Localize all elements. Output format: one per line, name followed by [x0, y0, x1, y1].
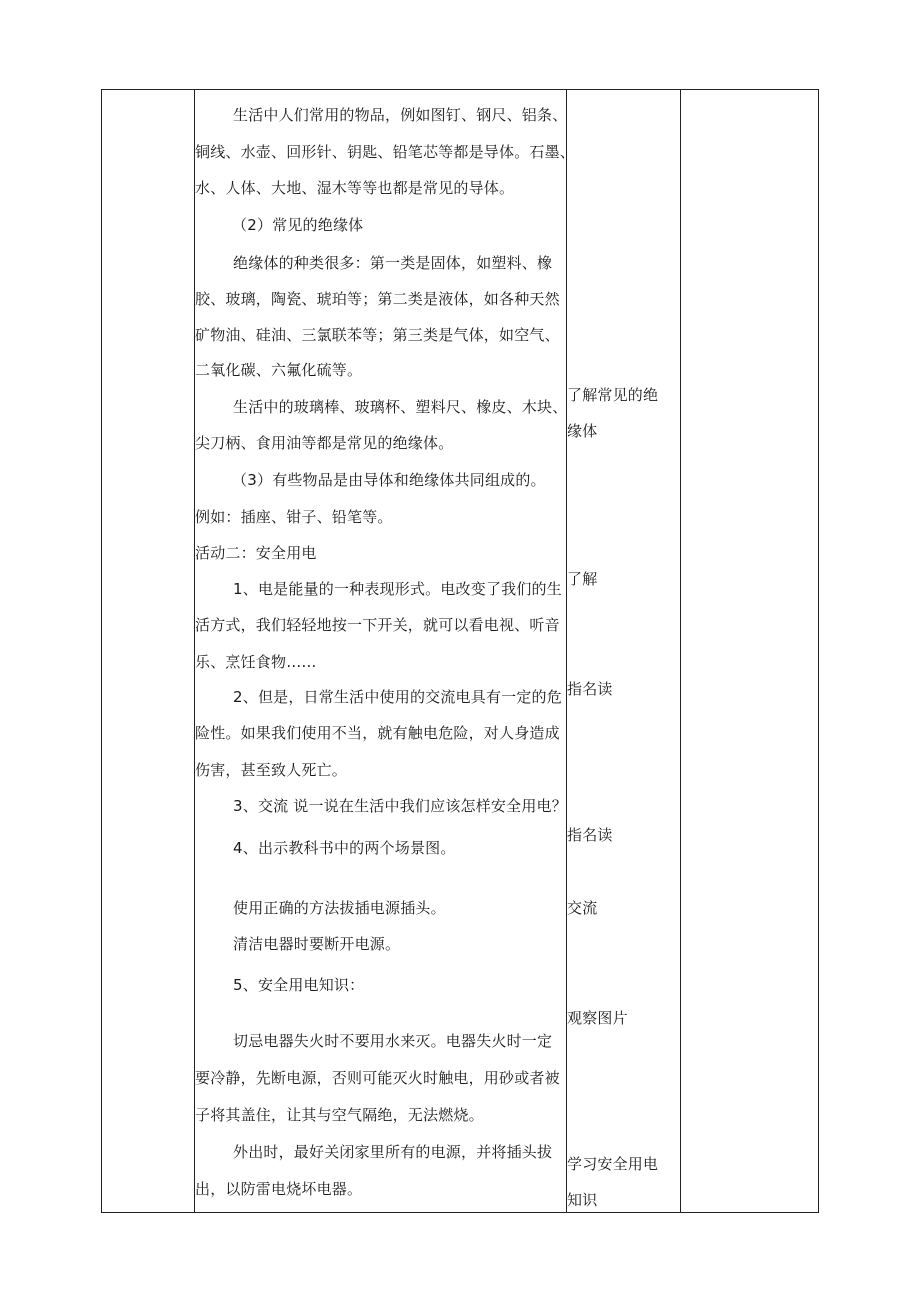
content-line: 3、交流 说一说在生活中我们应该怎样安全用电？	[233, 797, 567, 815]
content-line: 要冷静，先断电源，否则可能灭火时触电，用砂或者被	[195, 1069, 560, 1087]
content-line: 子将其盖住，让其与空气隔绝，无法燃烧。	[195, 1106, 484, 1124]
side-note: 学习安全用电	[567, 1155, 659, 1173]
content-line: 铜线、水壶、回形针、钥匙、铅笔芯等都是导体。石墨、	[195, 143, 576, 161]
content-line: （3）有些物品是由导体和绝缘体共同组成的。	[232, 471, 546, 489]
column-divider	[194, 90, 195, 1212]
content-line: 清洁电器时要断开电源。	[233, 935, 401, 953]
content-line: 矿物油、硅油、三氯联苯等；第三类是气体，如空气、	[195, 326, 560, 344]
side-note: 指名读	[567, 680, 613, 698]
content-line: 险性。如果我们使用不当，就有触电危险，对人身造成	[195, 724, 560, 742]
content-line: 活方式，我们轻轻地按一下开关，就可以看电视、听音	[195, 616, 560, 634]
content-line: 乐、烹饪食物……	[195, 653, 317, 671]
content-line: 生活中的玻璃棒、玻璃杯、塑料尺、橡皮、木块、	[233, 398, 568, 416]
side-note: 缘体	[567, 422, 598, 440]
content-line: 5、安全用电知识：	[233, 976, 365, 994]
content-line: 1、电是能量的一种表现形式。电改变了我们的生	[233, 580, 562, 598]
content-line: 4、出示教科书中的两个场景图。	[233, 839, 456, 857]
side-note: 了解	[567, 570, 598, 588]
column-divider	[680, 90, 681, 1212]
content-line: 切忌电器失火时不要用水来灭。电器失火时一定	[233, 1032, 553, 1050]
content-line: 例如：插座、钳子、铅笔等。	[195, 508, 393, 526]
content-line: 生活中人们常用的物品，例如图钉、钢尺、铝条、	[233, 106, 568, 124]
content-line: 绝缘体的种类很多：第一类是固体，如塑料、橡	[233, 254, 553, 272]
content-line: 尖刀柄、食用油等都是常见的绝缘体。	[195, 434, 454, 452]
side-note: 知识	[567, 1191, 598, 1209]
content-line: 胶、玻璃，陶瓷、琥珀等；第二类是液体，如各种天然	[195, 290, 560, 308]
content-line: 外出时，最好关闭家里所有的电源，并将插头拔	[233, 1143, 553, 1161]
side-note: 指名读	[567, 826, 613, 844]
content-line: 水、人体、大地、湿木等等也都是常见的导体。	[195, 179, 515, 197]
side-note: 了解常见的绝	[567, 386, 659, 404]
content-line: 2、但是，日常生活中使用的交流电具有一定的危	[233, 688, 562, 706]
side-note: 观察图片	[567, 1009, 628, 1027]
content-line: 出，以防雷电烧坏电器。	[195, 1180, 363, 1198]
content-line: 使用正确的方法拔插电源插头。	[233, 899, 446, 917]
content-line: 二氧化碳、六氟化硫等。	[195, 361, 363, 379]
section-heading: （2）常见的绝缘体	[232, 216, 364, 234]
side-note: 交流	[567, 899, 598, 917]
activity-heading: 活动二：安全用电	[195, 544, 317, 562]
column-divider	[566, 90, 567, 1212]
content-line: 伤害，甚至致人死亡。	[195, 761, 348, 779]
